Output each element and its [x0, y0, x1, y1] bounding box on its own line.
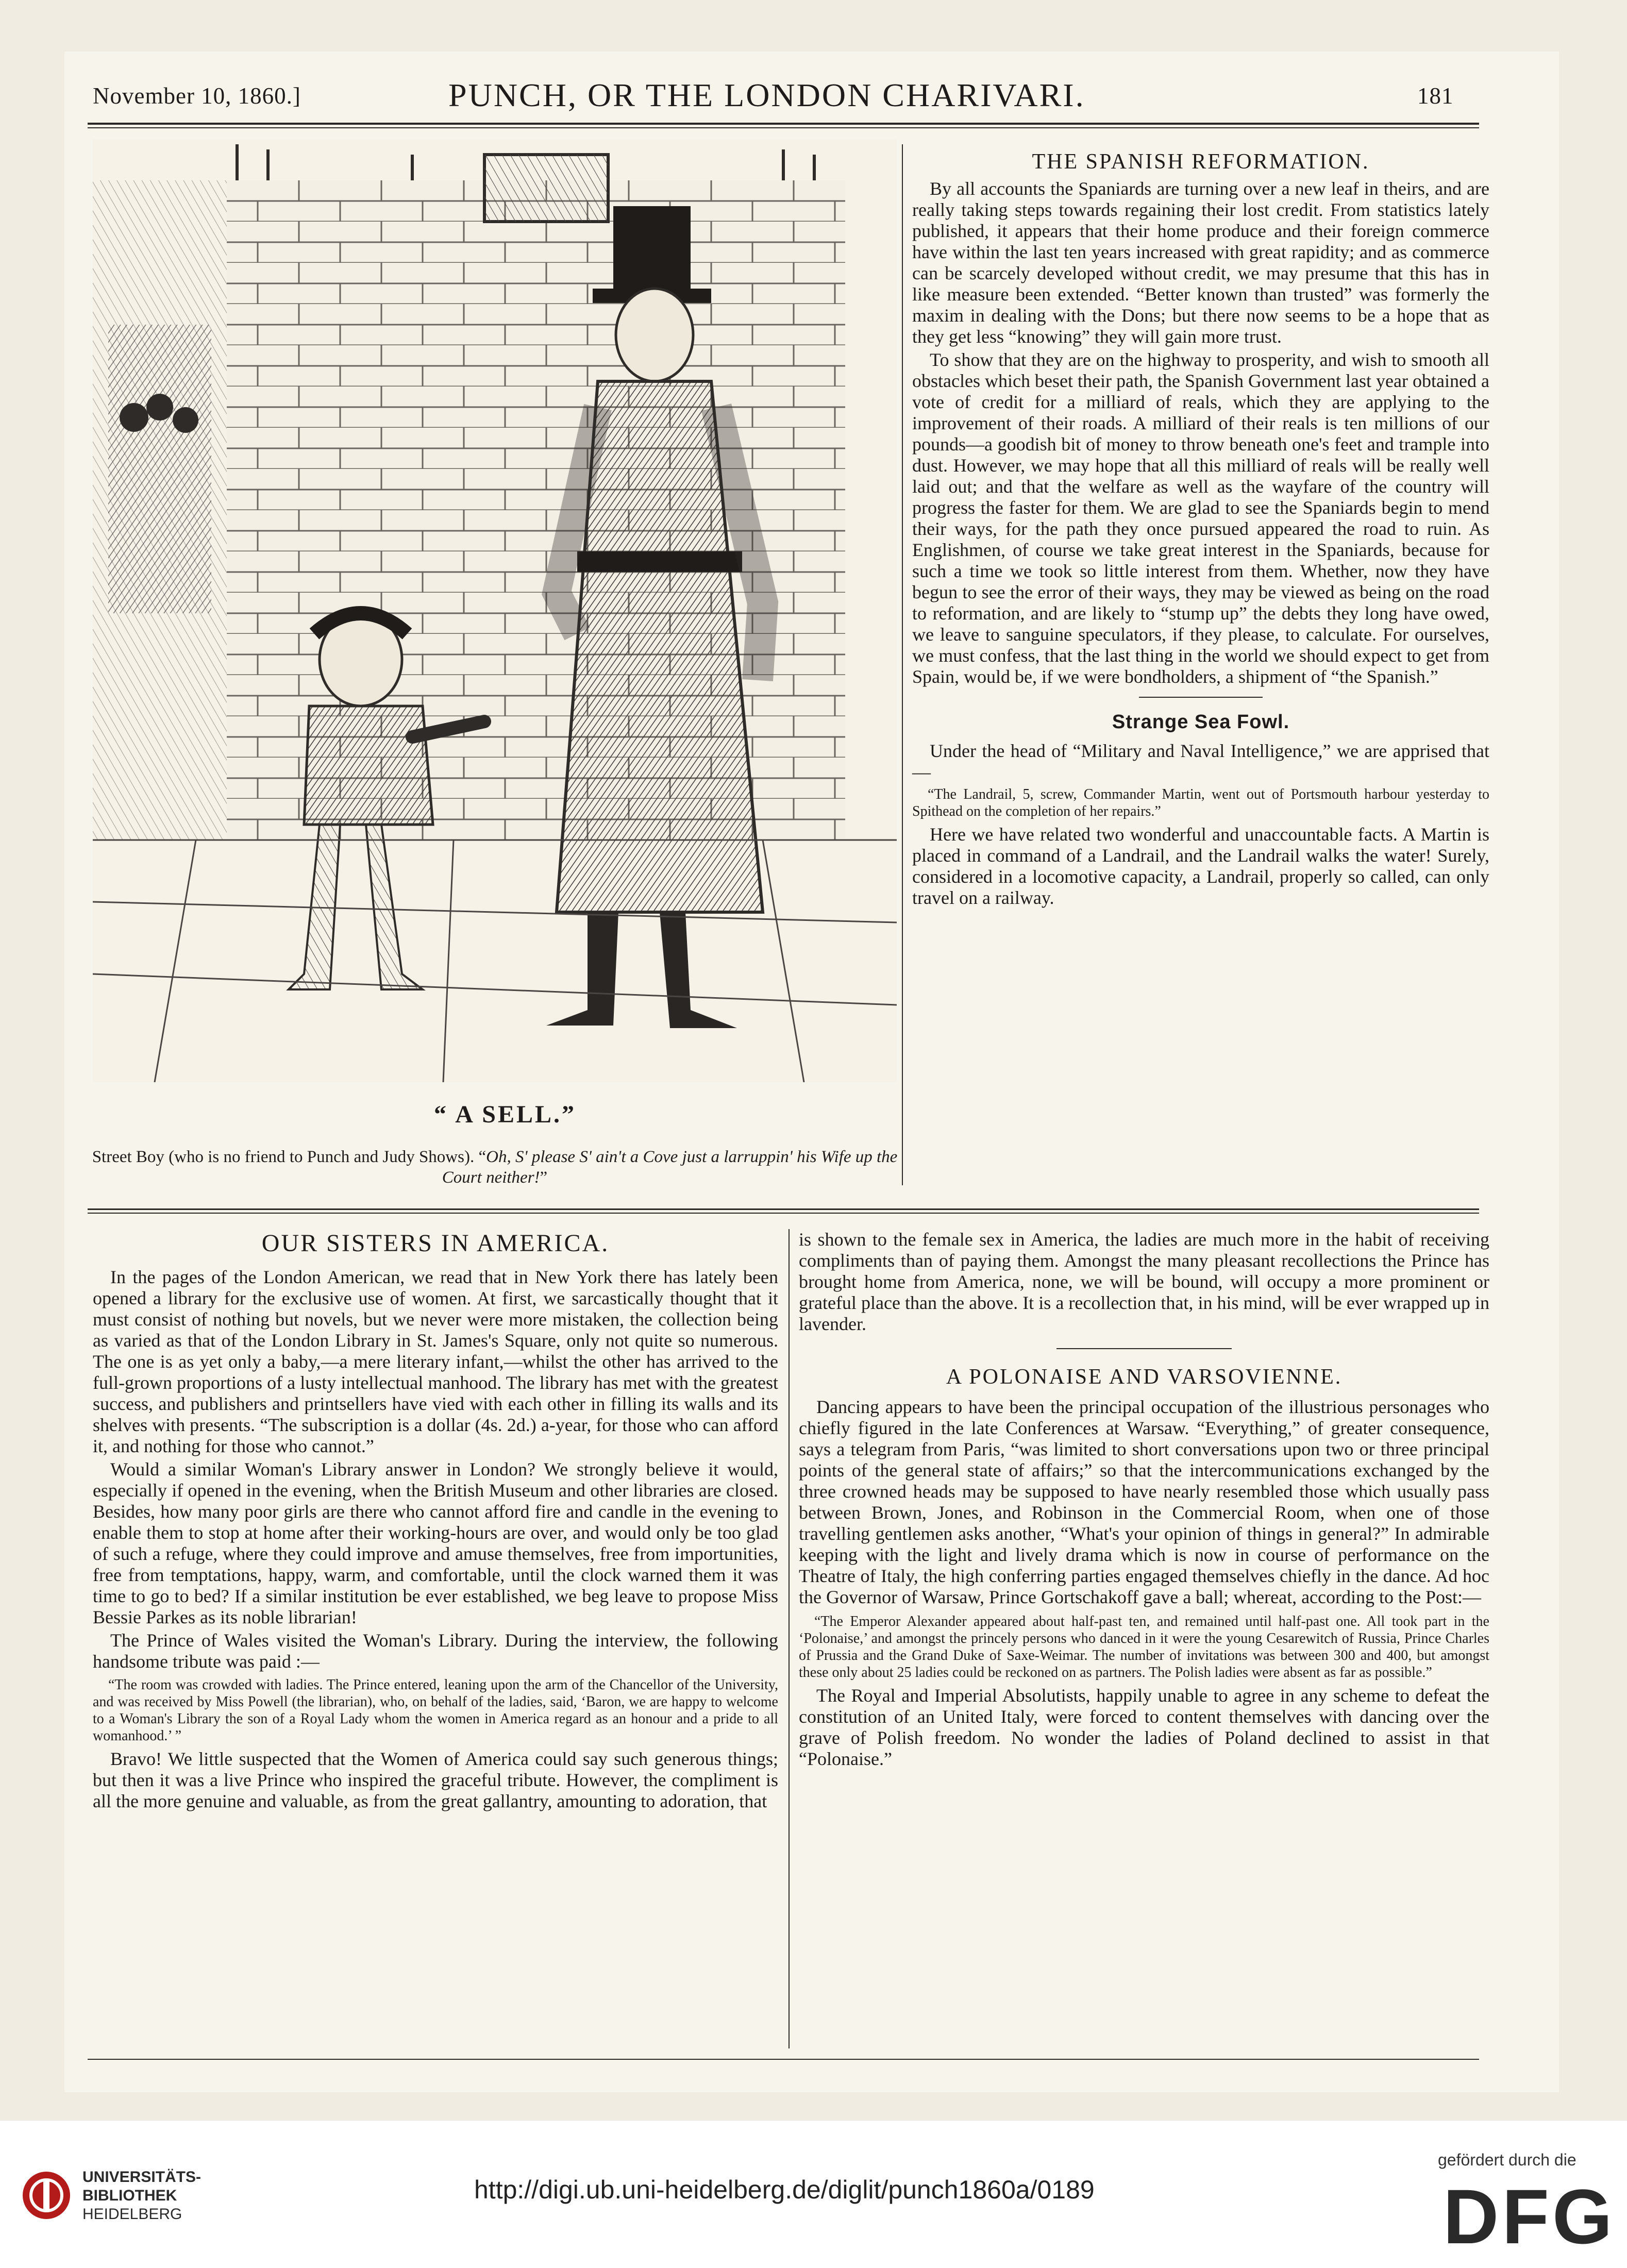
seafowl-heading: Strange Sea Fowl. [1112, 711, 1290, 733]
header-rule-thin [88, 127, 1479, 128]
polonaise-heading: A POLONAISE AND VARSOVIENNE. [946, 1365, 1343, 1389]
sisters-quote: “The room was crowded with ladies. The Prince entered, leaning upon the arm of the Chancellor of the University, and was received by Miss Powell (the librarian), who, on behalf of the ladies, said, ‘Baron, we are happy to welcome to a Woman's Library the son of a Royal Lady whom the women in America regard as an honour and a pride to all womanhood.’ ” [93, 1677, 778, 1744]
library-seal-icon [21, 2170, 72, 2221]
section-rule [88, 1208, 1479, 1210]
spanish-paragraph: By all accounts the Spaniards are turning over a new leaf in theirs, and are really taking steps towards regaining their lost credit. From statistics lately published, it appears that their home produce and their foreign commerce have within the last ten years increased with great rapidity; and as commerce can be scarcely developed without credit, we may presume that this has in like measure been extended. “Better known than trusted” was formerly the maxim in dealing with the Dons; but there now seems to be a hope that as they get less “knowing” they will gain more trust. [912, 178, 1489, 347]
spanish-paragraph: To show that they are on the highway to prosperity, and wish to smooth all obstacles which beset their path, the Spanish Government last year obtained a vote of credit for a milliard of reals, which they are applying to the improvement of their roads. A milliard of their reals is ten millions of our pounds—a goodish bit of money to throw beneath one's feet and trample into dust. However, we may hope that all this milliard of reals will be really well laid out; and that the welfare as well as the wayfare of the country will progress the faster for them. We are glad to see the Spaniards begin to mend their ways, for the path they once pursued appeared the road to ruin. As Englishmen, of course we take great interest in the Spaniards, because for such a time we took so little interest from them. Whether, now they have begun to see the error of their ways, they may be viewed as being on the road to reformation, and are likely to “stump up” the debts they long have owed, we leave to sanguine speculators, if they please, to calculate. For ourselves, we must confess, that the last thing in the world we should expect to get from Spain, would be, if we were bondholders, a shipment of “the Spanish.” [912, 349, 1489, 687]
section-rule-thin [88, 1213, 1479, 1214]
issue-date: November 10, 1860.] [93, 83, 301, 109]
sisters-paragraph: In the pages of the London American, we read that in New York there has lately been opened a library for the exclusive use of women. At first, we sarcastically thought that it must consist of nothing but novels, but we never were more mistaken, the collection being as varied as that of the London Library in St. James's Square, only not quite so numerous. The one is as yet only a baby,—a mere literary infant,—whilst the other has arrived to the full-grown proportions of a lusty intellectual manhood. The library has met with the greatest success, and publishers and printsellers have vied with each other in filling its walls and its shelves with presents. “The subscription is a dollar (4s. 2d.) a-year, for those who can afford it, and nothing for those who cannot.” [93, 1267, 778, 1456]
cartoon-title: “ A SELL.” [433, 1101, 577, 1128]
seafowl-intro: Under the head of “Military and Naval Intelligence,” we are apprised that— [912, 741, 1489, 782]
sisters-paragraph: The Prince of Wales visited the Woman's Library. During the interview, the following handsome tribute was paid :— [93, 1630, 778, 1672]
header-rule [88, 123, 1479, 125]
cartoon-drawing [93, 139, 897, 1082]
bottom-rule [88, 2059, 1479, 2060]
seafowl-text: Here we have related two wonderful and unaccountable facts. A Martin is placed in command of a Landrail, and the Landrail walks the water! Surely, considered in a locomotive capacity, a Landrail, properly so called, can only travel on a railway. [912, 824, 1489, 908]
polonaise-closing: The Royal and Imperial Absolutists, happily unable to agree in any scheme to defeat the constitution of an United Italy, were forced to content themselves with dancing over the grave of Polish freedom. No wonder the ladies of Poland declined to assist in that “Polonaise.” [799, 1685, 1489, 1769]
library-name-line: HEIDELBERG [82, 2206, 182, 2223]
polonaise-quote: “The Emperor Alexander appeared about half-past ten, and remained until half-past one. All took part in the ‘Polonaise,’ and amongst the princely persons who danced in it were the young Cesarewitch of Russia, Prince Charles of Prussia and the Grand Duke of Saxe-Weimar. The number of invitations was between 300 and 400, but amongst these only about 25 ladies could be reckoned on as partners. The Polish ladies were absent as far as possible.” [799, 1614, 1489, 1681]
caption-plain: Street Boy (who is no friend to Punch and Judy Shows). “ [92, 1148, 487, 1166]
section-divider [1139, 697, 1263, 698]
source-url-link[interactable]: http://digi.ub.uni-heidelberg.de/diglit/punch1860a/0189 [474, 2175, 1095, 2204]
page-number: 181 [1417, 83, 1454, 109]
library-name [82, 2168, 201, 2224]
seafowl-quote: “The Landrail, 5, screw, Commander Martin, went out of Portsmouth harbour yesterday to Spithead on the completion of her repairs.” [912, 786, 1489, 819]
section-divider [1056, 1348, 1232, 1349]
sisters-after: Bravo! We little suspected that the Women of America could say such generous things; but then it was a live Prince who inspired the graceful tribute. However, the compliment is all the more genuine and valuable, as from the great gallantry, amounting to adoration, that [93, 1749, 778, 1811]
sisters-heading: OUR SISTERS IN AMERICA. [261, 1230, 610, 1257]
dfg-logo: DFG [1443, 2173, 1616, 2260]
library-name-line: UNIVERSITÄTS- [82, 2169, 202, 2186]
cartoon-illustration [93, 139, 897, 1082]
column-divider-bottom [789, 1229, 790, 2048]
funding-note: gefördert durch die [1438, 2151, 1576, 2169]
digitisation-footer [0, 2121, 1627, 2268]
right-bottom-column [799, 1229, 1489, 1772]
sisters-continued: is shown to the female sex in America, the ladies are much more in the habit of receiving compliments than of paying them. Amongst the many pleasant recollections the Prince has brought home from America, none, we will be bound, will occupy a more prominent or grateful place than the above. It is a recollection that, in his mind, will be ever wrapped up in lavender. [799, 1229, 1489, 1334]
library-name-line: BIBLIOTHEK [82, 2187, 177, 2204]
sisters-article [93, 1229, 778, 1814]
cartoon-caption [82, 1147, 907, 1188]
masthead-title: PUNCH, OR THE LONDON CHARIVARI. [448, 77, 1085, 113]
spanish-heading: THE SPANISH REFORMATION. [1032, 150, 1370, 174]
sisters-paragraph: Would a similar Woman's Library answer in London? We strongly believe it would, especially if opened in the evening, when the British Museum and other libraries are closed. Besides, how many poor girls are there who cannot afford fire and candle in the evening to enable them to stop at home after their working-hours are over, and would only be too glad of such a refuge, where they could improve and amuse themselves, free from importunities, free from temptations, happy, warm, and comfortable, until the clock warned them it was time to go to bed? If a similar institution be ever established, we beg leave to propose Miss Bessie Parkes as its noble librarian! [93, 1459, 778, 1627]
polonaise-paragraph: Dancing appears to have been the principal occupation of the illustrious personages who chiefly figured in the late Conferences at Warsaw. “Everything,” of greater consequence, says a telegram from Paris, “was limited to short conversations upon two or three principal points of the general state of affairs;” so that the intercommunications exchanged by the three crowned heads may be supposed to have nearly resembled those which usually pass between Brown, Jones, and Robinson in the Commercial Room, when one of those travelling gentlemen asks another, “What's your opinion of things in general?” In admirable keeping with the light and lively drama which is now in course of performance on the Theatre of Italy, the high conferring parties engaged themselves chiefly in the dance. Ad hoc the Governor of Warsaw, Prince Gortschakoff gave a ball; whereat, according to the Post:— [799, 1397, 1489, 1607]
column-divider-top [902, 144, 903, 1185]
caption-end: ” [540, 1168, 548, 1187]
spanish-article [912, 149, 1489, 911]
caption-italic: Oh, S' please S' ain't a Cove just a larruppin' his Wife up the Court neither! [442, 1148, 898, 1187]
